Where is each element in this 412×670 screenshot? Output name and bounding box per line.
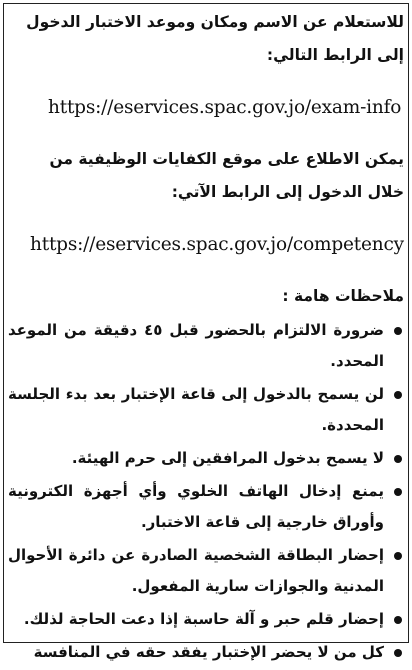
- bullet-icon: [394, 391, 402, 399]
- bullet-icon: [394, 649, 402, 657]
- bullet-icon: [394, 488, 402, 496]
- note-text: إحضار قلم حبر و آلة حاسبة إذا دعت الحاجة لذلك.: [23, 610, 384, 628]
- note-item: [8, 443, 404, 474]
- intro-line-1: للاستعلام عن الاسم ومكان وموعد الاختبار الدخول: [26, 13, 404, 31]
- bullet-icon: [394, 552, 402, 560]
- notes-list: [8, 315, 404, 668]
- announcement-content: [8, 6, 404, 670]
- note-text: يمنع إدخال الهاتف الخلوي وأي أجهزة الكترونية وأوراق خارجية إلى قاعة الاختبار.: [8, 482, 384, 531]
- bullet-icon: [394, 455, 402, 463]
- note-item: [8, 540, 404, 602]
- intro-line-4: خلال الدخول إلى الرابط الآتي:: [171, 183, 404, 201]
- exam-info-link[interactable]: https://eservices.spac.gov.jo/exam-info: [48, 96, 402, 118]
- note-item: [8, 604, 404, 635]
- note-text: لا يسمح بدخول المرافقين إلى حرم الهيئة.: [71, 449, 384, 467]
- competency-link[interactable]: https://eservices.spac.gov.jo/competency: [30, 233, 404, 255]
- note-item: [8, 379, 404, 441]
- note-text: كل من لا يحضر الإختبار يفقد حقه في المنافسة: [33, 643, 384, 661]
- note-item: [8, 637, 404, 668]
- note-text: لن يسمح بالدخول إلى قاعة الإختبار بعد بدء الجلسة المحددة.: [8, 385, 384, 434]
- intro-line-2: إلى الرابط التالي:: [266, 46, 404, 64]
- note-text: ضرورة الالتزام بالحضور قبل ٤٥ دقيقة من الموعد المحدد.: [8, 321, 385, 370]
- note-item: [8, 476, 404, 538]
- bullet-icon: [394, 327, 402, 335]
- bullet-icon: [394, 616, 402, 624]
- intro-line-3: يمكن الاطلاع على موقع الكفايات الوظيفية من: [49, 150, 404, 168]
- note-item: [8, 315, 404, 377]
- notes-heading: ملاحظات هامة :: [282, 287, 404, 305]
- note-text: إحضار البطاقة الشخصية الصادرة عن دائرة الأحوال المدنية والجوازات سارية المفعول.: [8, 546, 384, 595]
